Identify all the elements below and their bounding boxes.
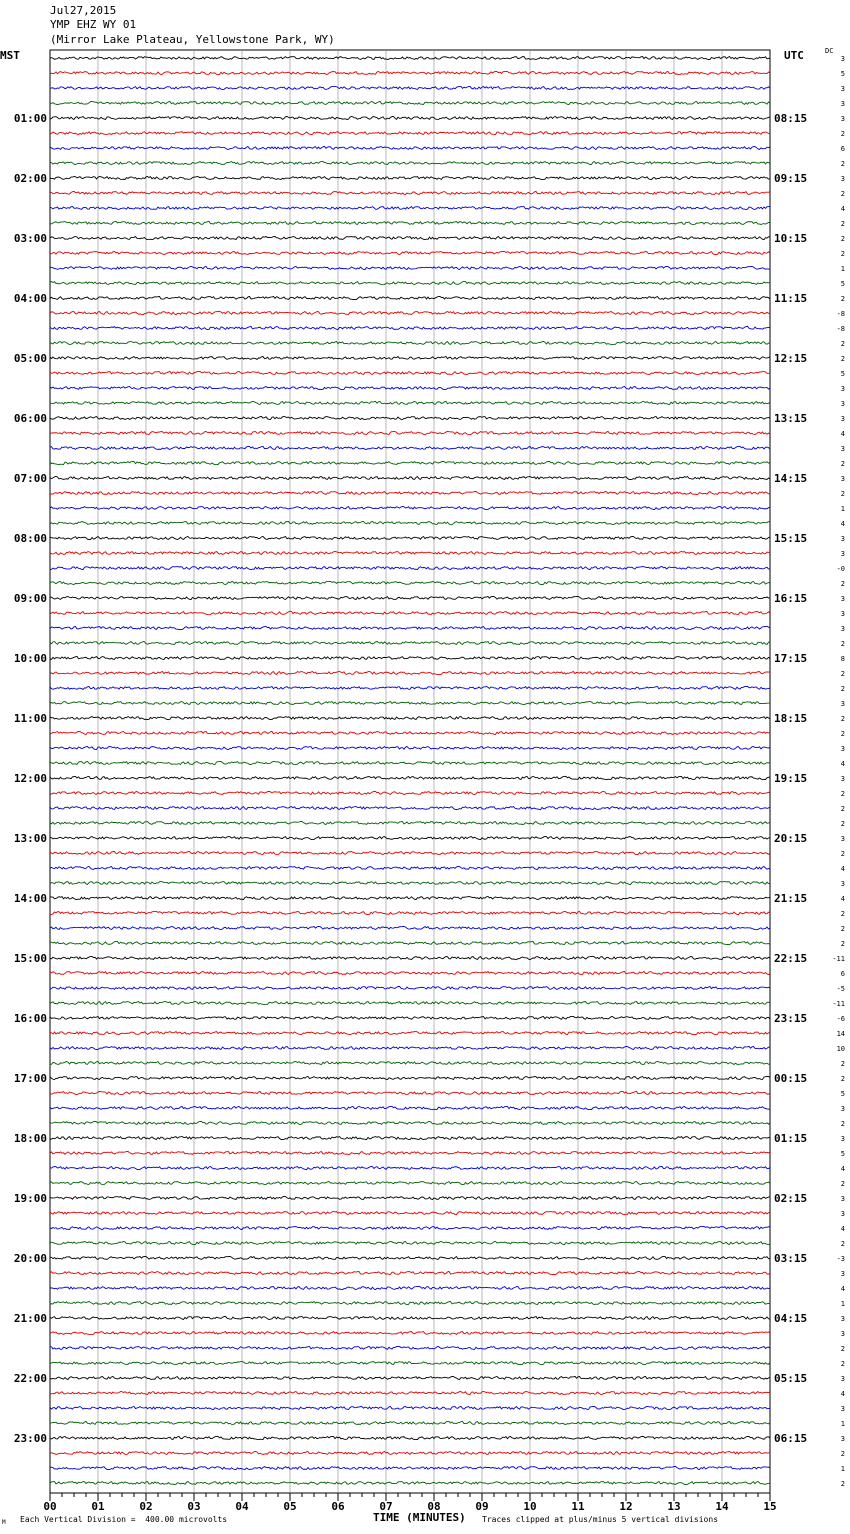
dc-offset-value: 2 (840, 805, 845, 813)
dc-offset-value: 2 (840, 580, 845, 588)
station-location: (Mirror Lake Plateau, Yellowstone Park, WY) (50, 33, 335, 46)
mst-hour-label: 04:00 (13, 292, 47, 305)
trace-line (50, 1391, 770, 1394)
trace-line (50, 717, 770, 720)
dc-offset-value: 3 (840, 550, 845, 558)
dc-offset-value: 4 (840, 1165, 845, 1173)
utc-hour-label: 14:15 (774, 472, 808, 485)
vertical-scale-note: Each Vertical Division = 400.00 microvolts (20, 1515, 228, 1524)
utc-hour-label: 02:15 (774, 1192, 808, 1205)
dc-offset-value: 14 (836, 1030, 845, 1038)
dc-offset-value: 3 (840, 625, 845, 633)
mst-hour-label: 13:00 (13, 832, 47, 845)
x-tick-label: 06 (331, 1500, 345, 1513)
dc-offset-value: 2 (840, 670, 845, 678)
trace-line (50, 1421, 770, 1424)
mst-hour-label: 01:00 (13, 112, 47, 125)
x-tick-label: 10 (523, 1500, 537, 1513)
trace-line (50, 86, 770, 89)
x-tick-label: 05 (283, 1500, 297, 1513)
trace-line (50, 1301, 770, 1304)
x-tick-label: 00 (43, 1500, 57, 1513)
mst-hour-label: 10:00 (13, 652, 47, 665)
dc-offset-value: 3 (840, 775, 845, 783)
trace-line (50, 131, 770, 134)
trace-line (50, 746, 770, 749)
dc-offset-value: 3 (840, 535, 845, 543)
mst-hour-label: 06:00 (13, 412, 47, 425)
dc-offset-value: 3 (840, 880, 845, 888)
trace-line (50, 101, 770, 104)
trace-line (50, 671, 770, 674)
dc-offset-value: 1 (840, 1465, 845, 1473)
dc-offset-value: 3 (840, 595, 845, 603)
dc-offset-value: 2 (840, 355, 845, 363)
dc-offset-value: 2 (840, 790, 845, 798)
mst-hour-label: 07:00 (13, 472, 47, 485)
mst-hour-label: 11:00 (13, 712, 47, 725)
trace-line (50, 236, 770, 239)
trace-line (50, 1286, 770, 1289)
trace-line (50, 956, 770, 959)
dc-offset-value: 2 (840, 160, 845, 168)
x-axis-title: TIME (MINUTES) (373, 1511, 466, 1524)
trace-line (50, 1151, 770, 1154)
dc-offset-value: 1 (840, 265, 845, 273)
dc-offset-value: 5 (840, 280, 845, 288)
mst-hour-label: 08:00 (13, 532, 47, 545)
dc-offset-value: 3 (840, 115, 845, 123)
trace-line (50, 866, 770, 869)
trace-line (50, 1121, 770, 1124)
dc-offset-value: 4 (840, 520, 845, 528)
trace-line (50, 431, 770, 434)
trace-line (50, 656, 770, 659)
trace-line (50, 1016, 770, 1019)
utc-hour-label: 12:15 (774, 352, 808, 365)
trace-line (50, 386, 770, 389)
trace-line (50, 581, 770, 584)
dc-offset-value: -8 (836, 325, 845, 333)
mst-axis-label: MST (0, 49, 20, 62)
dc-offset-value: 3 (840, 415, 845, 423)
utc-hour-label: 22:15 (774, 952, 808, 965)
dc-offset-value: -6 (836, 1015, 845, 1023)
dc-offset-value: 3 (840, 100, 845, 108)
trace-line (50, 1166, 770, 1169)
trace-line (50, 311, 770, 314)
utc-hour-label: 06:15 (774, 1432, 808, 1445)
utc-hour-label: 16:15 (774, 592, 808, 605)
trace-line (50, 881, 770, 884)
utc-hour-label: 21:15 (774, 892, 808, 905)
trace-line (50, 686, 770, 689)
mst-hour-label: 02:00 (13, 172, 47, 185)
dc-offset-value: 2 (840, 850, 845, 858)
trace-line (50, 1241, 770, 1244)
trace-line (50, 57, 770, 60)
dc-offset-value: 3 (840, 475, 845, 483)
trace-line (50, 476, 770, 479)
dc-offset-value: 2 (840, 1075, 845, 1083)
x-tick-label: 11 (571, 1500, 585, 1513)
dc-offset-value: 2 (840, 640, 845, 648)
dc-offset-value: 2 (840, 910, 845, 918)
dc-offset-value: -11 (832, 1000, 845, 1008)
trace-line (50, 1181, 770, 1184)
dc-offset-value: 5 (840, 1150, 845, 1158)
trace-line (50, 1046, 770, 1049)
utc-hour-label: 08:15 (774, 112, 808, 125)
dc-offset-value: -0 (836, 565, 845, 573)
trace-line (50, 851, 770, 854)
trace-line (50, 1332, 770, 1335)
trace-line (50, 296, 770, 299)
trace-line (50, 507, 770, 510)
dc-offset-value: 3 (840, 1405, 845, 1413)
trace-line (50, 566, 770, 569)
dc-offset-value: 10 (836, 1045, 845, 1053)
dc-offset-value: 3 (840, 1135, 845, 1143)
trace-line (50, 461, 770, 464)
utc-hour-label: 01:15 (774, 1132, 808, 1145)
trace-line (50, 1406, 770, 1409)
utc-hour-label: 04:15 (774, 1312, 808, 1325)
utc-hour-label: 19:15 (774, 772, 808, 785)
dc-offset-value: 2 (840, 235, 845, 243)
trace-line (50, 116, 770, 119)
dc-offset-value: 1 (840, 1420, 845, 1428)
utc-hour-label: 11:15 (774, 292, 808, 305)
dc-offset-value: 2 (840, 490, 845, 498)
trace-line (50, 161, 770, 164)
utc-hour-label: 23:15 (774, 1012, 808, 1025)
trace-line (50, 1091, 770, 1094)
trace-line (50, 1466, 770, 1469)
trace-line (50, 971, 770, 974)
trace-line (50, 1196, 770, 1199)
trace-line (50, 837, 770, 840)
footer-mark: M (2, 1519, 6, 1526)
dc-offset-value: 4 (840, 205, 845, 213)
trace-line (50, 401, 770, 404)
dc-offset-value: 2 (840, 190, 845, 198)
dc-offset-value: 2 (840, 1360, 845, 1368)
x-tick-label: 14 (715, 1500, 729, 1513)
utc-hour-label: 15:15 (774, 532, 808, 545)
trace-line (50, 1436, 770, 1439)
dc-offset-value: 6 (840, 145, 845, 153)
trace-line (50, 1031, 770, 1034)
x-tick-label: 01 (91, 1500, 105, 1513)
dc-offset-value: 3 (840, 1330, 845, 1338)
utc-hour-label: 18:15 (774, 712, 808, 725)
dc-offset-value: 3 (840, 1435, 845, 1443)
dc-offset-value: 5 (840, 1090, 845, 1098)
dc-offset-value: 3 (840, 1315, 845, 1323)
clip-note: Traces clipped at plus/minus 5 vertical divisions (482, 1515, 719, 1524)
dc-offset-value: 3 (840, 385, 845, 393)
trace-line (50, 371, 770, 374)
dc-offset-value: 1 (840, 505, 845, 513)
utc-hour-label: 20:15 (774, 832, 808, 845)
chart-date: Jul27,2015 (50, 4, 117, 17)
trace-line (50, 416, 770, 419)
dc-offset-value: -3 (836, 1255, 845, 1263)
dc-offset-value: 4 (840, 895, 845, 903)
x-tick-label: 09 (475, 1500, 489, 1513)
trace-line (50, 551, 770, 554)
trace-line (50, 251, 770, 254)
trace-line (50, 71, 770, 74)
dc-offset-value: 4 (840, 1225, 845, 1233)
trace-line (50, 1271, 770, 1274)
dc-offset-value: 2 (840, 925, 845, 933)
utc-axis-label: UTC (784, 49, 804, 62)
trace-line (50, 776, 770, 779)
x-tick-label: 02 (139, 1500, 153, 1513)
dc-offset-value: 2 (840, 940, 845, 948)
trace-line (50, 177, 770, 180)
dc-offset-value: 3 (840, 1270, 845, 1278)
dc-offset-value: -8 (836, 310, 845, 318)
mst-hour-label: 16:00 (13, 1012, 47, 1025)
dc-offset-value: 3 (840, 700, 845, 708)
trace-line (50, 521, 770, 524)
dc-offset-value: 2 (840, 1345, 845, 1353)
dc-offset-value: 3 (840, 745, 845, 753)
trace-line (50, 341, 770, 344)
dc-offset-value: 2 (840, 130, 845, 138)
station-id: YMP EHZ WY 01 (50, 18, 137, 31)
dc-offset-value: 3 (840, 400, 845, 408)
dc-offset-value: 1 (840, 1300, 845, 1308)
utc-hour-label: 09:15 (774, 172, 808, 185)
dc-offset-value: 5 (840, 70, 845, 78)
x-tick-label: 08 (427, 1500, 441, 1513)
dc-offset-value: 5 (840, 370, 845, 378)
utc-hour-label: 00:15 (774, 1072, 808, 1085)
trace-line (50, 281, 770, 284)
mst-hour-label: 20:00 (13, 1252, 47, 1265)
dc-offset-value: 2 (840, 730, 845, 738)
mst-hour-label: 22:00 (13, 1372, 47, 1385)
dc-offset-value: 2 (840, 715, 845, 723)
dc-offset-value: 3 (840, 445, 845, 453)
dc-offset-value: 2 (840, 295, 845, 303)
dc-offset-value: 2 (840, 1060, 845, 1068)
trace-line (50, 221, 770, 224)
trace-line (50, 1211, 770, 1214)
dc-offset-value: 2 (840, 820, 845, 828)
trace-line (50, 926, 770, 929)
trace-line (50, 1361, 770, 1364)
mst-hour-label: 18:00 (13, 1132, 47, 1145)
mst-hour-label: 23:00 (13, 1432, 47, 1445)
dc-offset-value: 3 (840, 55, 845, 63)
mst-hour-label: 03:00 (13, 232, 47, 245)
dc-offset-value: 3 (840, 175, 845, 183)
trace-line (50, 1001, 770, 1004)
x-tick-label: 15 (763, 1500, 777, 1513)
dc-offset-value: 3 (840, 85, 845, 93)
trace-line (50, 1061, 770, 1064)
trace-line (50, 446, 770, 449)
trace-line (50, 1482, 770, 1485)
trace-line (50, 911, 770, 914)
trace-line (50, 1226, 770, 1229)
trace-line (50, 1451, 770, 1454)
trace-line (50, 941, 770, 944)
dc-offset-value: 6 (840, 970, 845, 978)
trace-line (50, 791, 770, 794)
utc-hour-label: 13:15 (774, 412, 808, 425)
trace-line (50, 356, 770, 359)
dc-offset-value: 3 (840, 1210, 845, 1218)
dc-column-label: DC (825, 47, 834, 55)
x-tick-label: 04 (235, 1500, 249, 1513)
trace-line (50, 626, 770, 629)
dc-offset-value: 2 (840, 1180, 845, 1188)
dc-offset-value: 2 (840, 1240, 845, 1248)
trace-line (50, 986, 770, 989)
trace-line (50, 1316, 770, 1319)
trace-line (50, 806, 770, 809)
trace-line (50, 191, 770, 194)
trace-line (50, 536, 770, 539)
dc-offset-value: 2 (840, 1120, 845, 1128)
dc-offset-value: 3 (840, 610, 845, 618)
x-tick-label: 13 (667, 1500, 681, 1513)
utc-hour-label: 17:15 (774, 652, 808, 665)
dc-offset-value: 4 (840, 865, 845, 873)
trace-line (50, 491, 770, 494)
dc-offset-value: 4 (840, 1285, 845, 1293)
trace-line (50, 266, 770, 269)
mst-hour-label: 15:00 (13, 952, 47, 965)
dc-offset-value: -11 (832, 955, 845, 963)
dc-offset-value: 3 (840, 1195, 845, 1203)
trace-line (50, 207, 770, 210)
x-tick-label: 07 (379, 1500, 393, 1513)
trace-line (50, 761, 770, 764)
trace-line (50, 611, 770, 614)
utc-hour-label: 05:15 (774, 1372, 808, 1385)
trace-line (50, 596, 770, 599)
trace-line (50, 1106, 770, 1109)
mst-hour-label: 17:00 (13, 1072, 47, 1085)
trace-line (50, 1376, 770, 1379)
utc-hour-label: 03:15 (774, 1252, 808, 1265)
dc-offset-value: 4 (840, 430, 845, 438)
dc-offset-value: 2 (840, 340, 845, 348)
dc-offset-value: 2 (840, 220, 845, 228)
mst-hour-label: 19:00 (13, 1192, 47, 1205)
dc-offset-value: 4 (840, 1390, 845, 1398)
trace-line (50, 896, 770, 899)
dc-offset-value: 3 (840, 1105, 845, 1113)
trace-line (50, 641, 770, 644)
mst-hour-label: 05:00 (13, 352, 47, 365)
trace-line (50, 1346, 770, 1349)
utc-hour-label: 10:15 (774, 232, 808, 245)
x-tick-label: 03 (187, 1500, 201, 1513)
trace-line (50, 1136, 770, 1139)
dc-offset-value: 2 (840, 1450, 845, 1458)
trace-line (50, 1256, 770, 1259)
mst-hour-label: 21:00 (13, 1312, 47, 1325)
trace-line (50, 326, 770, 329)
dc-offset-value: 3 (840, 835, 845, 843)
dc-offset-value: 3 (840, 1375, 845, 1383)
dc-offset-value: 2 (840, 1480, 845, 1488)
x-tick-label: 12 (619, 1500, 633, 1513)
mst-hour-label: 09:00 (13, 592, 47, 605)
dc-offset-value: 2 (840, 460, 845, 468)
trace-line (50, 731, 770, 734)
trace-line (50, 701, 770, 704)
dc-offset-value: 2 (840, 250, 845, 258)
trace-line (50, 1076, 770, 1079)
dc-offset-value: -5 (836, 985, 845, 993)
trace-line (50, 821, 770, 824)
mst-hour-label: 12:00 (13, 772, 47, 785)
dc-offset-value: 8 (840, 655, 845, 663)
trace-line (50, 146, 770, 149)
dc-offset-value: 2 (840, 685, 845, 693)
mst-hour-label: 14:00 (13, 892, 47, 905)
dc-offset-value: 4 (840, 760, 845, 768)
